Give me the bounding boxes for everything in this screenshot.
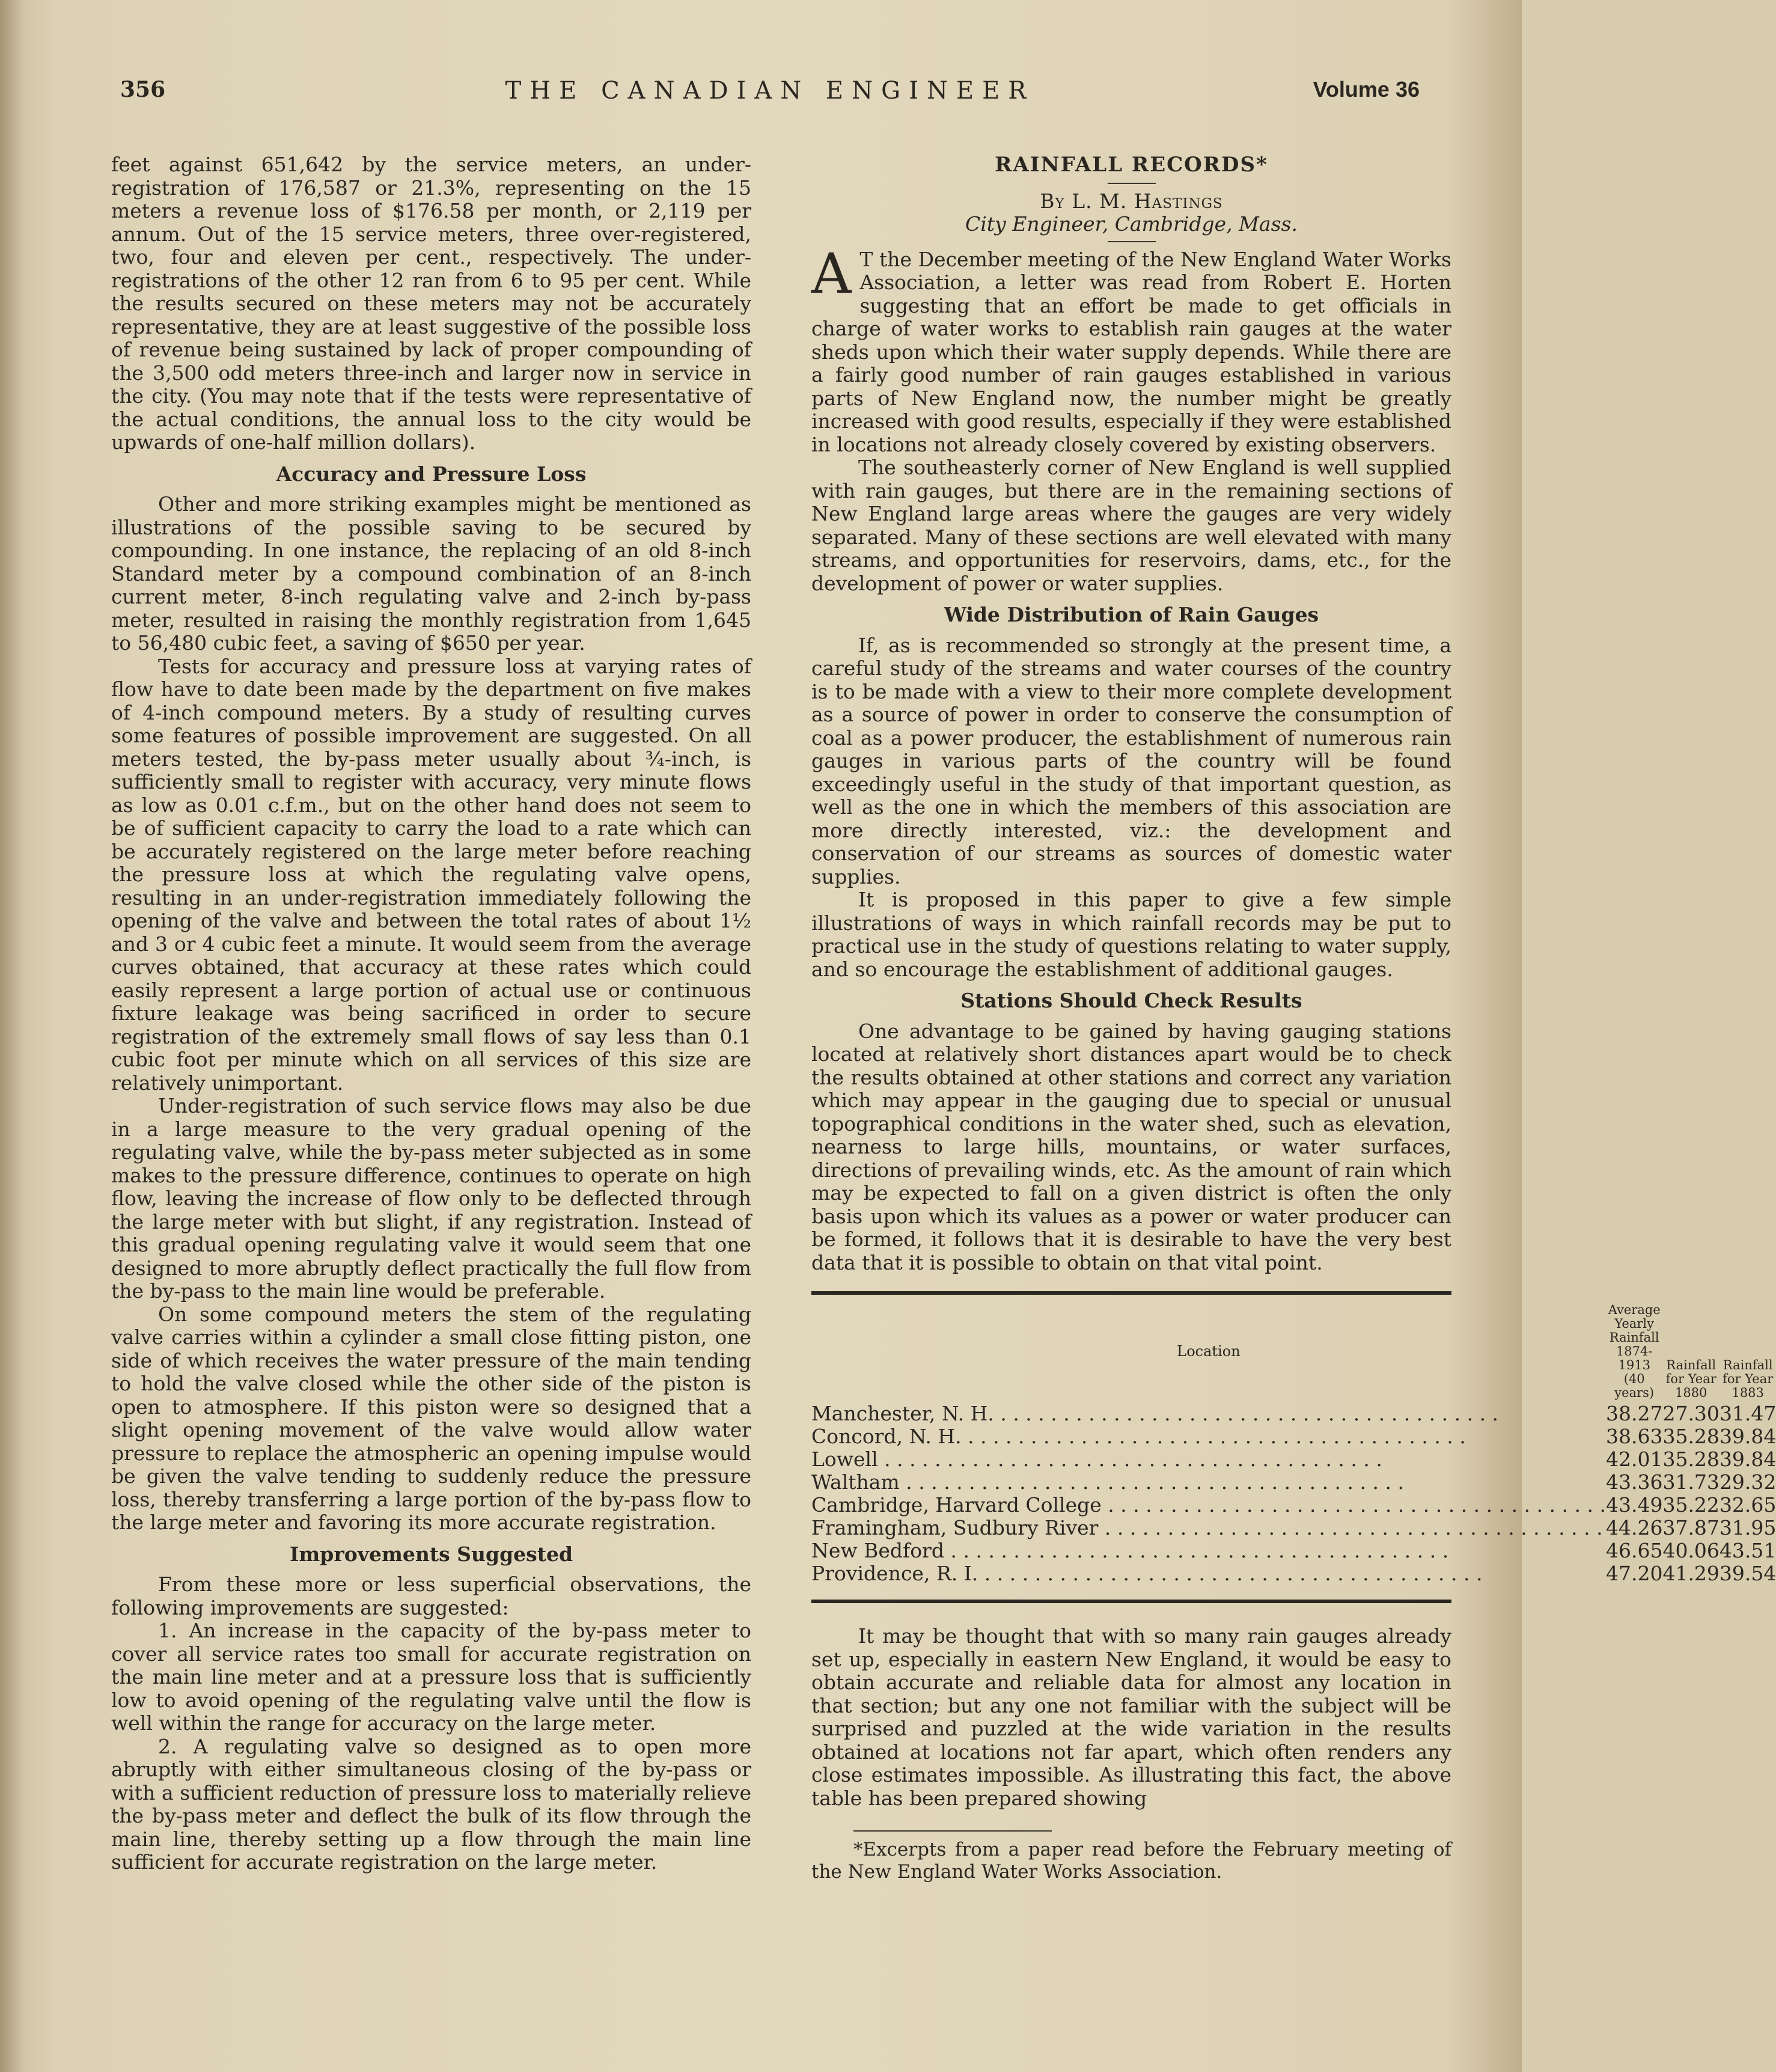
location-cell [811, 1448, 1606, 1471]
location-cell [811, 1517, 1606, 1539]
paragraph: One advantage to be gained by having gauging stations located at relatively short distances apart would be to check the results obtained at other stations and correct any variation which may appear in the gauging due to special or unusual topographical conditions in the water shed, such as elevation, nearness to large hills, mountains, or water surfaces, directions of prevailing winds, etc. As the amount of rain which may be expected to fall on a given district is often the only basis upon which its values as a power or water producer can be formed, it follows that it is desirable to have the very best data that it is possible to obtain on that vital point. [811, 1019, 1451, 1274]
location-cell [811, 1562, 1606, 1585]
paragraph: Tests for accuracy and pressure loss at varying rates of flow have to date been made by the department on five makes of 4-inch compound meters. By a study of resulting curves some features of possible improvement are suggested. On all meters tested, the by-pass meter usually about ¾-inch, is sufficiently small to register with accuracy, very minute flows as low as 0.01 c.f.m., but on the other hand does not seem to be of sufficient capacity to carry the load to a rate which can be accurately registered on the large meter before reaching the pressure loss at which the regulating valve opens, resulting in an under-registration immediately following the opening of the valve and between the total rates of about 1½ and 3 or 4 cubic feet a minute. It would seem from the average curves obtained, that accuracy at these rates which could easily represent a large portion of actual use or continuous fixture leakage was being sacrificed in order to secure registration of the extremely small flows of say less than 0.1 cubic foot per minute which on all services of this size are relatively unimportant. [111, 654, 751, 1095]
page-number: 356 [120, 77, 166, 102]
average-cell: 43.49 [1605, 1493, 1663, 1517]
byline-divider [1108, 241, 1156, 242]
location-cell [811, 1425, 1606, 1448]
table-row [811, 1494, 1776, 1517]
paragraph: It is proposed in this paper to give a few simple illustrations of ways in which rainfall records may be put to practical use in the study of questions relating to water supply, and so encourage the establishment of additional gauges. [811, 888, 1451, 981]
location-name: Framingham, Sudbury River [811, 1516, 1099, 1539]
rainfall-table [811, 1295, 1776, 1585]
location-name: Waltham [811, 1470, 900, 1494]
table-row [811, 1448, 1776, 1471]
page-gutter-shadow [0, 0, 24, 2072]
rainfall-1883-cell: 39.54 [1719, 1562, 1776, 1585]
table-row [811, 1517, 1776, 1539]
location-name: New Bedford [811, 1539, 945, 1562]
right-column [811, 153, 1776, 1883]
running-header [120, 77, 1420, 113]
table-row [811, 1471, 1776, 1494]
paragraph: Under-registration of such service flows may also be due in a large measure to the very gradual opening of the regulating valve, while the by-pass meter subjected as in some makes to the pressure difference, continues to operate on high flow, leaving the increase of flow only to be deflected through the large meter with but slight, if any registration. Instead of this gradual opening regulating valve it would seem that one designed to more abruptly deflect practically the full flow from the by-pass to the main line would be preferable. [111, 1094, 751, 1303]
location-cell [811, 1494, 1606, 1517]
rainfall-1880-cell: 35.28 [1662, 1447, 1720, 1471]
rainfall-1880-cell: 31.73 [1662, 1470, 1720, 1494]
section-heading: Wide Distribution of Rain Gauges [944, 603, 1319, 626]
paragraph: It may be thought that with so many rain gauges already set up, especially in eastern New England, it would be easy to obtain accurate and reliable data for almost any location in that section; but any one not familiar with the subject will be surprised and puzzled at the wide variation in the results obtained at locations not far apart, which often renders any close estimates impossible. As illustrating this fact, the above table has been prepared showing [811, 1624, 1451, 1810]
footnote-rule [853, 1830, 1052, 1832]
header-1880: Rainfall for Year 1880 [1665, 1358, 1716, 1400]
location-name: Providence, R. I. [811, 1562, 978, 1585]
dot-leaders: . . . . . . . . . . . . . . . . . . . . . . . . . . . . . . . . . . . . . . . . [944, 1539, 1449, 1562]
header-average: Average Yearly Rainfall 1874-1913 (40 years) [1608, 1303, 1661, 1400]
rainfall-1880-cell: 27.30 [1662, 1402, 1720, 1425]
author-affiliation: City Engineer, Cambridge, Mass. [965, 212, 1298, 236]
opening-paragraph-text: T the December meeting of the New England Water Works Association, a letter was read from Robert E. Horten suggesting that an effort be made to get officials in charge of water works to establish rain gauges at the water sheds upon which their water supply depends. While there are a fairly good number of rain gauges established in various parts of New England now, the number might be greatly increased with good results, especially if they were established in locations not already closely covered by existing observers. [811, 247, 1451, 456]
dot-leaders: . . . . . . . . . . . . . . . . . . . . . . . . . . . . . . . . . . . . . . . . [899, 1470, 1404, 1494]
footnote: *Excerpts from a paper read before the February meeting of the New England Water Works Association. [811, 1839, 1451, 1883]
rainfall-1883-cell: 29.32 [1719, 1470, 1776, 1494]
rainfall-1880-cell: 41.29 [1662, 1562, 1720, 1585]
location-cell [811, 1539, 1606, 1562]
drop-cap: A [811, 241, 852, 306]
dot-leaders: . . . . . . . . . . . . . . . . . . . . . . . . . . . . . . . . . . . . . . . . [978, 1562, 1483, 1585]
table-bottom-rule [811, 1600, 1451, 1603]
article-title: RAINFALL RECORDS* [995, 153, 1268, 177]
rainfall-1883-cell: 39.84 [1719, 1425, 1776, 1448]
location-name: Cambridge, Harvard College [811, 1493, 1102, 1517]
location-name: Concord, N. H. [811, 1425, 962, 1448]
average-cell: 38.63 [1605, 1425, 1663, 1448]
rainfall-1880-cell: 37.87 [1662, 1516, 1720, 1539]
average-cell: 38.27 [1605, 1402, 1663, 1425]
rainfall-1880-cell: 35.28 [1662, 1425, 1720, 1448]
location-name: Lowell [811, 1447, 878, 1471]
table-row [811, 1539, 1776, 1562]
dot-leaders: . . . . . . . . . . . . . . . . . . . . . . . . . . . . . . . . . . . . . . . . [993, 1402, 1499, 1425]
average-cell: 47.20 [1605, 1562, 1663, 1585]
table-row [811, 1562, 1776, 1585]
average-cell: 43.36 [1605, 1470, 1663, 1494]
table-row [811, 1425, 1776, 1448]
location-name: Manchester, N. H. [811, 1402, 994, 1425]
paragraph: The southeasterly corner of New England is well supplied with rain gauges, but there are in the remaining sections of New England large areas where the gauges are very widely separated. Many of these sections are well elevated with many streams, and opportunities for reservoirs, dams, etc., for the development of power or water supplies. [811, 456, 1451, 595]
average-cell: 46.65 [1605, 1539, 1663, 1562]
average-cell: 42.01 [1605, 1447, 1663, 1471]
dot-leaders: . . . . . . . . . . . . . . . . . . . . . . . . . . . . . . . . . . . . . . . . [961, 1425, 1466, 1448]
rainfall-1883-cell: 39.84 [1719, 1447, 1776, 1471]
dot-leaders: . . . . . . . . . . . . . . . . . . . . . . . . . . . . . . . . . . . . . . . . [1101, 1493, 1606, 1517]
byline: By L. M. Hastings [1040, 189, 1223, 213]
paragraph: If, as is recommended so strongly at the present time, a careful study of the streams and water courses of the country is to be made with a view to their more complete development as a source of power in order to conserve the consumption of coal as a power producer, the establishment of numerous rain gauges in various parts of the country will be found exceedingly useful in the study of that important question, as well as the one in which the members of this association are more directly interested, viz.: the development and conservation of our streams as sources of domestic water supplies. [811, 633, 1451, 888]
header-1883: Rainfall for Year 1883 [1723, 1358, 1774, 1400]
journal-title: THE CANADIAN ENGINEER [505, 77, 1035, 105]
rainfall-1883-cell: 31.95 [1719, 1516, 1776, 1539]
volume-label: Volume 36 [1313, 77, 1420, 102]
rainfall-1880-cell: 40.06 [1662, 1539, 1720, 1562]
header-location: Location [1177, 1343, 1240, 1360]
rainfall-1880-cell: 35.22 [1662, 1493, 1720, 1517]
paragraph: On some compound meters the stem of the regulating valve carries within a cylinder a small close fitting piston, one side of which receives the water pressure of the main tending to hold the valve closed while the other side of the piston is open to atmosphere. If this piston were so designed that a slight opening movement of the valve would allow water pressure to replace the atmospheric an opening impulse would be given the valve tending to suddenly reduce the pressure loss, thereby transferring a large portion of the by-pass flow to the large meter and favoring its more accurate registration. [111, 1302, 751, 1534]
rainfall-1883-cell: 32.65 [1719, 1493, 1776, 1517]
title-divider [1108, 183, 1156, 184]
paragraph: From these more or less superficial observations, the following improvements are suggested: [111, 1572, 751, 1619]
rainfall-table-block [811, 1291, 1776, 1603]
list-item: 1. An increase in the capacity of the by-pass meter to cover all service rates too small for accurate registration on the main line meter and at a pressure loss that is sufficiently low to avoid opening of the regulating valve until the flow is well within the range for accuracy on the large meter. [111, 1619, 751, 1735]
section-heading: Improvements Suggested [289, 1542, 573, 1566]
table-header-row [811, 1295, 1776, 1402]
list-item: 2. A regulating valve so designed as to open more abruptly with either simultaneous closing of the by-pass or with a sufficient reduction of pressure loss to materially relieve the by-pass meter and deflect the bulk of its flow through the main line, thereby setting up a flow through the main line sufficient for accurate registration on the large meter. [111, 1734, 751, 1874]
paragraph: Other and more striking examples might be mentioned as illustrations of the possible saving to be secured by compounding. In one instance, the replacing of an old 8-inch Standard meter by a compound combination of an 8-inch current meter, 8-inch regulating valve and 2-inch by-pass meter, resulted in raising the monthly registration from 1,645 to 56,480 cubic feet, a saving of $650 per year. [111, 492, 751, 655]
section-heading: Accuracy and Pressure Loss [276, 462, 587, 486]
section-heading: Stations Should Check Results [960, 989, 1302, 1012]
rainfall-1883-cell: 31.47 [1719, 1402, 1776, 1425]
paragraph: feet against 651,642 by the service meters, an under-registration of 176,587 or 21.3%, representing on the 15 meters a revenue loss of $176.58 per month, or 2,119 per annum. Out of the 15 service meters, three over-registered, two, four and eleven per cent., respectively. The under-registrations of the other 12 ran from 6 to 95 per cent. While the results secured on these meters may not be accurately representative, they are at least suggestive of the possible loss of revenue being sustained by lack of proper compounding of the 3,500 odd meters three-inch and larger now in service in the city. (You may note that if the tests were representative of the actual conditions, the annual loss to the city would be upwards of one-half million dollars). [111, 153, 751, 454]
average-cell: 44.26 [1605, 1516, 1663, 1539]
location-cell [811, 1471, 1606, 1494]
rainfall-1883-cell: 43.51 [1719, 1539, 1776, 1562]
dot-leaders: . . . . . . . . . . . . . . . . . . . . . . . . . . . . . . . . . . . . . . . . [877, 1447, 1382, 1471]
left-column [111, 153, 751, 1874]
table-row [811, 1402, 1776, 1425]
opening-paragraph [811, 241, 1451, 457]
location-cell [811, 1402, 1606, 1425]
table-body [811, 1402, 1776, 1585]
dot-leaders: . . . . . . . . . . . . . . . . . . . . . . . . . . . . . . . . . . . . . . . . [1098, 1516, 1603, 1539]
